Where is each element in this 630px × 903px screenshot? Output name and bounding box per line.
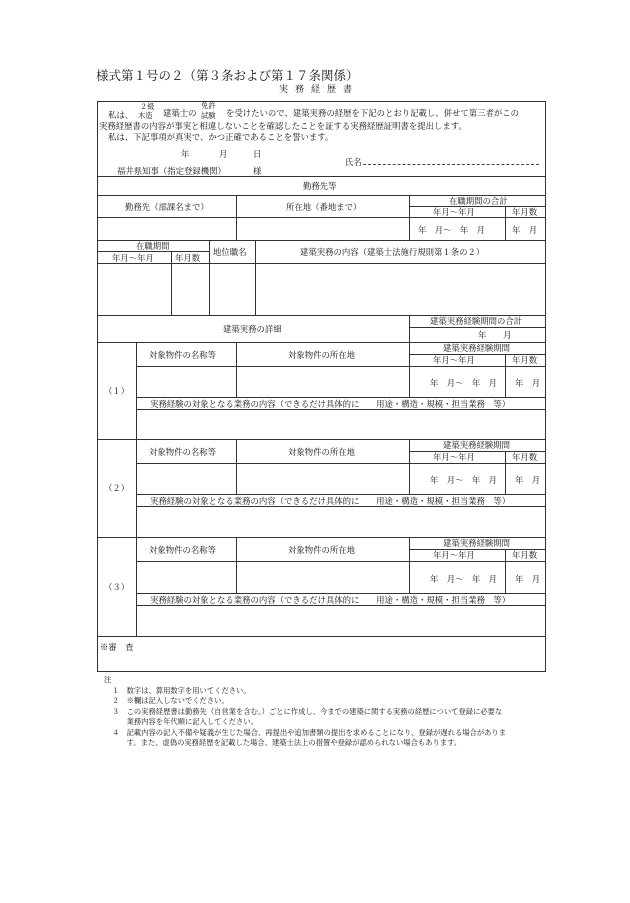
license-option-top[interactable]: 免許 xyxy=(201,101,216,110)
entry-number: （１） xyxy=(104,386,130,396)
tenure-header: 在職期間 xyxy=(136,241,170,251)
content-header: 建築実務の内容（建築士法施行規則第１条の２） xyxy=(300,247,485,257)
note-item: す。また、虚偽の実務経歴を記載した場合、建築士法上の措置や登録が認められない場合もあります。 xyxy=(112,738,462,747)
entry-number: （２） xyxy=(104,483,130,493)
grade-option-top[interactable]: ２級 xyxy=(140,102,155,111)
document-title: 実務経歴書 xyxy=(279,85,360,95)
entry-number: （３） xyxy=(104,582,130,592)
col-company-header: 勤務先（部課名まで） xyxy=(125,202,209,212)
property-name-header: 対象物件の名称等 xyxy=(149,350,216,360)
experience-period-header: 建築実務経験期間 xyxy=(443,343,510,353)
note-item: ２ ※欄は記入しないでください。 xyxy=(112,696,229,705)
entry-content-input[interactable] xyxy=(137,606,545,635)
note-item: 業務内容を年代順に記入してください。 xyxy=(112,717,258,726)
practice-total-value[interactable]: 年 月 xyxy=(478,330,512,340)
notes-heading: 注 xyxy=(104,675,112,684)
tenure-total-header: 在職期間の合計 xyxy=(449,196,508,206)
entry-years-header: 年月数 xyxy=(512,452,538,462)
entry-period-value[interactable]: 年 月～ 年 月 xyxy=(430,574,497,584)
intro-prefix: 私は、 xyxy=(108,110,134,120)
name-field[interactable] xyxy=(363,164,539,165)
period-header: 年月～年月 xyxy=(433,207,475,217)
company-input[interactable] xyxy=(98,218,235,239)
license-option-bottom[interactable]: 試験 xyxy=(201,111,216,120)
intro-line1: を受けたいので、建築実務の経歴を下記のとおり記載し、併せて第三者がこの xyxy=(226,108,519,118)
tenure-period-header: 年月～年月 xyxy=(112,253,154,263)
intro-line3: 私は、下記事項が真実で、かつ正確であることを誓います。 xyxy=(108,132,334,142)
property-name-header: 対象物件の名称等 xyxy=(149,545,216,555)
workplace-period-value[interactable]: 年 月～ 年 月 xyxy=(418,225,485,235)
entry-period-header: 年月～年月 xyxy=(433,452,475,462)
note-item: ４ 記載内容の記入不備や疑義が生じた場合、再提出や追加書類の提出を求めることになり、登録が遅れる場合がありま xyxy=(112,728,507,737)
practice-total-header: 建築実務経験期間の合計 xyxy=(430,316,523,326)
tenure-years-header: 年月数 xyxy=(175,253,201,263)
entry-years-header: 年月数 xyxy=(512,550,538,560)
position-header: 地位職名 xyxy=(213,247,247,257)
practice-detail-header: 建築実務の詳細 xyxy=(223,324,282,334)
entry-years-header: 年月数 xyxy=(512,355,538,365)
note-item: ３ この実務経歴書は勤務先（自営業を含む。）ごとに作成し、今までの建築に関する実務の経歴について登録に必要な xyxy=(112,707,503,716)
grade-option-bottom[interactable]: 木造 xyxy=(138,111,153,120)
content-description-header: 実務経験の対象となる業務の内容（できるだけ具体的に 用途・構造・規模・担当業務 等） xyxy=(150,595,511,605)
property-location-header: 対象物件の所在地 xyxy=(288,545,355,555)
entry-content-input[interactable] xyxy=(137,410,545,438)
col-address-header: 所在地（番地まで） xyxy=(286,202,362,212)
form-title: 様式第１号の２（第３条および第１７条関係） xyxy=(96,68,359,83)
date-day: 日 xyxy=(253,149,262,159)
entry-period-header: 年月～年月 xyxy=(433,550,475,560)
content-description-header: 実務経験の対象となる業務の内容（できるだけ具体的に 用途・構造・規模・担当業務 等） xyxy=(150,496,511,506)
address-input[interactable] xyxy=(237,218,408,239)
addressee: 福井県知事（指定登録機関） xyxy=(117,166,226,176)
entry-period-value[interactable]: 年 月～ 年 月 xyxy=(430,378,497,388)
honorific: 様 xyxy=(253,166,262,176)
workplace-section-header: 勤務先等 xyxy=(303,181,337,191)
note-item: １ 数字は、算用数字を用いてください。 xyxy=(112,686,251,695)
entry-content-input[interactable] xyxy=(137,507,545,536)
intro-architect: 建築士の xyxy=(163,108,197,118)
years-months-header: 年月数 xyxy=(512,207,538,217)
date-month: 月 xyxy=(219,149,228,159)
name-label: 氏名 xyxy=(345,157,362,167)
date-year: 年 xyxy=(181,149,190,159)
entry-period-header: 年月～年月 xyxy=(433,355,475,365)
intro-line2: 実務経歴書の内容が事実と相違しないことを確認したことを証する実務経歴証明書を提出します。 xyxy=(99,121,467,131)
entry-ym-value[interactable]: 年 月 xyxy=(515,574,541,584)
property-location-header: 対象物件の所在地 xyxy=(288,350,355,360)
content-input[interactable] xyxy=(256,264,545,314)
content-description-header: 実務経験の対象となる業務の内容（できるだけ具体的に 用途・構造・規模・担当業務 等） xyxy=(150,399,511,409)
entry-ym-value[interactable]: 年 月 xyxy=(515,378,541,388)
property-name-header: 対象物件の名称等 xyxy=(149,447,216,457)
entry-ym-value[interactable]: 年 月 xyxy=(515,475,541,485)
property-location-header: 対象物件の所在地 xyxy=(288,447,355,457)
experience-period-header: 建築実務経験期間 xyxy=(443,538,510,548)
experience-period-header: 建築実務経験期間 xyxy=(443,440,510,450)
workplace-total-value[interactable]: 年 月 xyxy=(512,225,538,235)
entry-period-value[interactable]: 年 月～ 年 月 xyxy=(430,475,497,485)
review-label: ※審 査 xyxy=(100,642,134,652)
